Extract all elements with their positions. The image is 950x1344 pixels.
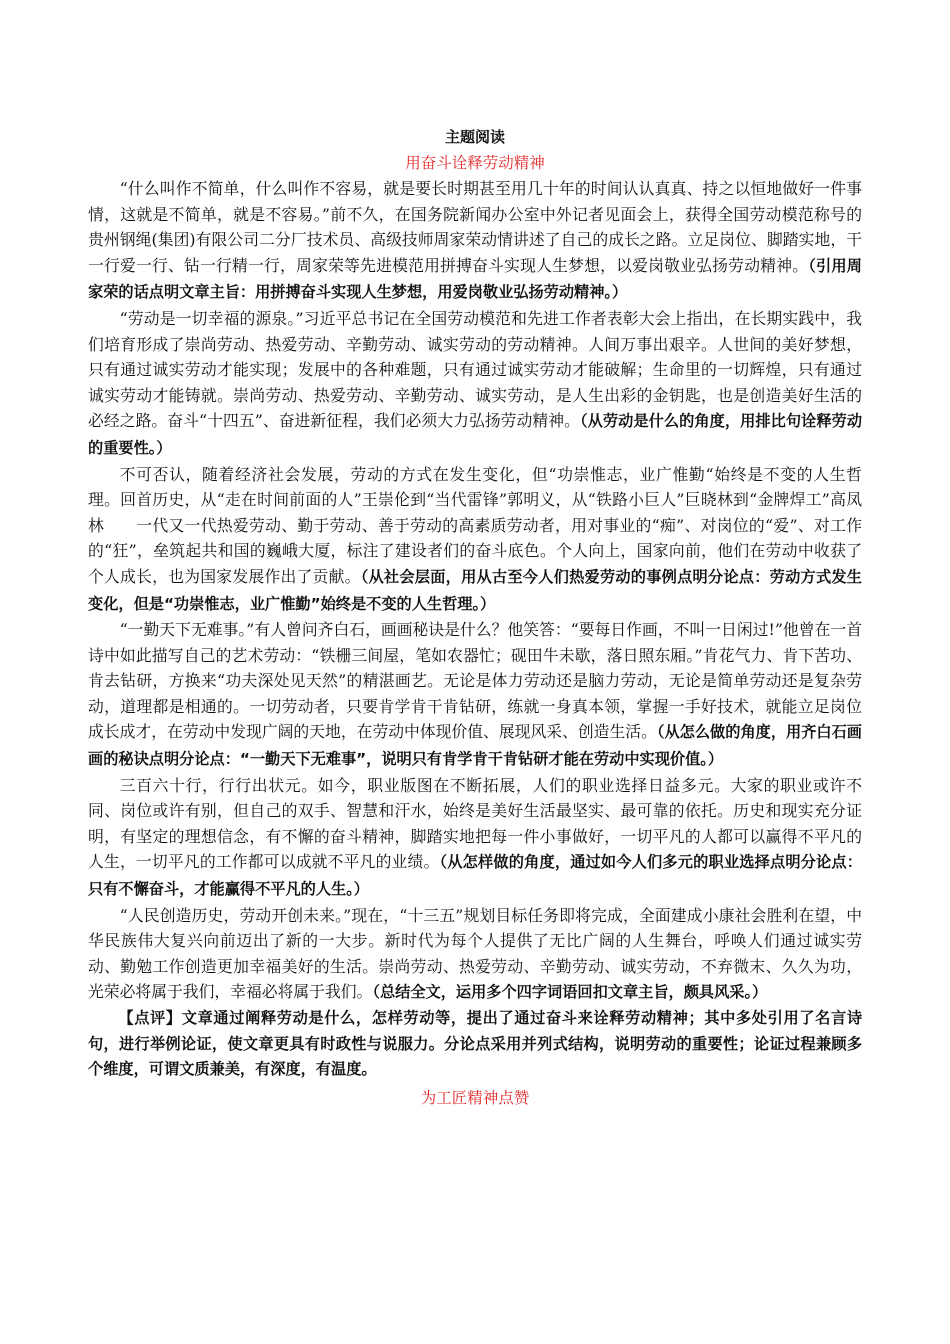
- paragraph-text: 三百六十行，行行出状元。如今，职业版图在不断拓展，人们的职业选择日益多元。大家的职业或许不同、岗位或许有别，但自己的双手、智慧和汗水，始终是美好生活最坚实、最可靠的依托。历史和现实充分证明，有坚定的理想信念，有不懈的奋斗精神，脚踏实地把每一件小事做好，一切平凡的人都可以赢得不平凡的人生，一切平凡的工作都可以成就不平凡的业绩。: [88, 775, 862, 872]
- paragraph-text: “一勤天下无难事。”有人曾问齐白石，画画秘诀是什么？他笑答：“要每日作画，不叫一日闲过!”他曾在一首诗中如此描写自己的艺术劳动：“铁栅三间屋，笔如农器忙；砚田牛未歇，落日照东厢。”肯花气力、肯下苦功、肯去钻研，方换来“功夫深处见天然”的精湛画艺。无论是体力劳动还是脑力劳动，无论是简单劳动还是复杂劳动，道理都是相通的。一切劳动者，只要肯学肯干肯钻研，练就一身真本领，掌握一手好技术，就能立足岗位成长成才，在劳动中发现广阔的天地，在劳动中体现价值、展现风采、创造生活。: [88, 620, 862, 742]
- paragraph-text: “什么叫作不简单，什么叫作不容易，就是要长时期甚至用几十年的时间认认真真、持之以恒地做好一件事情，这就是不简单，就是不容易。”前不久，在国务院新闻办公室中外记者见面会上，获得全国劳动模范称号的贵州钢绳(集团)有限公司二分厂技术员、高级技师周家荣动情讲述了自己的成长之路。立足岗位、脚踏实地，干一行爱一行、钻一行精一行，周家荣等先进模范用拼搏奋斗实现人生梦想，以爱岗敬业弘扬劳动精神。: [88, 179, 862, 275]
- paragraph-4: [88, 617, 862, 773]
- paragraph-3: [88, 462, 862, 618]
- paragraph-note: （引用周家荣的话点明文章主旨：用拼搏奋斗实现人生梦想，用爱岗敬业弘扬劳动精神。）: [88, 256, 862, 302]
- paragraph-note: （从社会层面，用从古至今人们热爱劳动的事例点明分论点：劳动方式发生变化，但是“功崇惟志，业广惟勤”始终是不变的人生哲理。）: [88, 567, 862, 613]
- paragraph-note: （总结全文，运用多个四字词语回扣文章主旨，颇具风采。）: [372, 983, 768, 1002]
- paragraph-6: [88, 903, 862, 1006]
- paragraph-note: （从怎样做的角度，通过如今人们多元的职业选择点明分论点：只有不懈奋斗，才能赢得不平凡的人生。）: [88, 853, 862, 899]
- paragraph-note: （从劳动是什么的角度，用排比句诠释劳动的重要性。）: [88, 412, 863, 457]
- paragraph-2: [88, 306, 862, 462]
- next-article-title: 为工匠精神点赞: [420, 1088, 530, 1107]
- section-heading: 主题阅读: [444, 128, 505, 146]
- document-page: [88, 124, 862, 1111]
- paragraph-text: “人民创造历史，劳动开创未来。”现在，“十三五”规划目标任务即将完成，全面建成小康社会胜利在望，中华民族伟大复兴向前迈出了新的一大步。新时代为每个人提供了无比广阔的人生舞台，呼唤人们通过诚实劳动、勤勉工作创造更加幸福美好的生活。崇尚劳动、热爱劳动、辛勤劳动、诚实劳动，不弃微末、久久为功，光荣必将属于我们，幸福必将属于我们。: [88, 905, 862, 1002]
- paragraph-5: [88, 773, 862, 903]
- paragraph-1: [88, 176, 862, 306]
- paragraph-text: “劳动是一切幸福的源泉。”习近平总书记在全国劳动模范和先进工作者表彰大会上指出，在长期实践中，我们培育形成了崇尚劳动、热爱劳动、辛勤劳动、诚实劳动的劳动精神。人间万事出艰辛。人世间的美好梦想，只有通过诚实劳动才能实现；发展中的各种难题，只有通过诚实劳动才能破解；生命里的一切辉煌，只有通过诚实劳动才能铸就。崇尚劳动、热爱劳动、辛勤劳动、诚实劳动，是人生出彩的金钥匙，也是创造美好生活的必经之路。奋斗“十四五”、奋进新征程，我们必须大力弘扬劳动精神。: [88, 308, 862, 431]
- review-paragraph: 【点评】文章通过阐释劳动是什么，怎样劳动等，提出了通过奋斗来诠释劳动精神；其中多处引用了名言诗句，进行举例论证，使文章更具有时政性与说服力。分论点采用并列式结构，说明劳动的重要性；论证过程兼顾多个维度，可谓文质兼美，有深度，有温度。: [88, 1009, 862, 1079]
- article-title: 用奋斗诠释劳动精神: [405, 154, 545, 172]
- paragraph-note: （从怎么做的角度，用齐白石画画的秘诀点明分论点：“一勤天下无难事”，说明只有肯学肯干肯钻研才能在劳动中实现价值。）: [88, 723, 862, 769]
- paragraph-text: 不可否认，随着经济社会发展，劳动的方式在发生变化，但“功崇惟志，业广惟勤“始终是不变的人生哲理。回首历史，从“走在时间前面的人”王崇伦到“当代雷锋”郭明义，从“铁路小巨人”巨晓林到“金牌焊工”高凤林 一代又一代热爱劳动、勤于劳动、善于劳动的高素质劳动者，用对事业的“痴”、对岗位的“爱”、对工作的“狂”，垒筑起共和国的巍峨大厦，标注了建设者们的奋斗底色。个人向上，国家向前，他们在劳动中收获了个人成长，也为国家发展作出了贡献。: [88, 464, 862, 586]
